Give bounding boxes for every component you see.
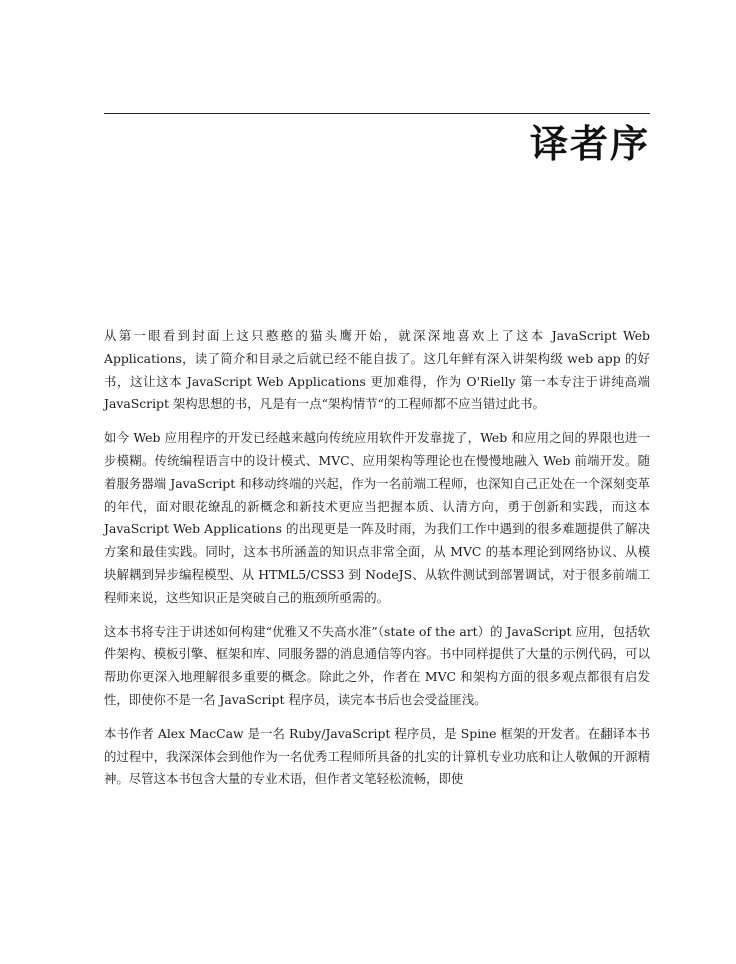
paragraph-2: 如今 Web 应用程序的开发已经越来越向传统应用软件开发靠拢了，Web 和应用之间的界限也进一步模糊。传统编程语言中的设计模式、MVC、应用架构等理论也在慢慢地融入 Web 前端开发。随着服务器端 JavaScript 和移动终端的兴起，作为一名前端工程师，也深知自己正处在一个深刻变革的年代，面对眼花缭乱的新概念和新技术更应当把握本质、认清方向，勇于创新和实践，而这本 JavaScript Web Applications 的出现更是一阵及时雨，为我们工作中遇到的很多难题提供了解决方案和最佳实践。同时，这本书所涵盖的知识点非常全面，从 MVC 的基本理论到网络协议、从模块解耦到异步编程模型、从 HTML5/CSS3 到 NodeJS、从软件测试到部署调试，对于很多前端工程师来说，这些知识正是突破自己的瓶颈所亟需的。 [104,430,650,605]
chapter-top-rule [104,113,650,114]
paragraph-4: 本书作者 Alex MacCaw 是一名 Ruby/JavaScript 程序员，是 Spine 框架的开发者。在翻译本书的过程中，我深深体会到他作为一名优秀工程师所具备的扎实的计算机专业功底和让人敬佩的开源精神。尽管这本书包含大量的专业术语，但作者文笔轻松流畅，即使 [104,725,650,787]
chapter-title: 译者序 [529,122,650,166]
body-text [104,325,650,791]
paragraph-3: 这本书将专注于讲述如何构建“优雅又不失高水准”（state of the art）的 JavaScript 应用，包括软件架构、模板引擎、框架和库、同服务器的消息通信等内容。书中同样提供了大量的示例代码，可以帮助你更深入地理解很多重要的概念。除此之外，作者在 MVC 和架构方面的很多观点都很有启发性，即使你不是一名 JavaScript 程序员，读完本书后也会受益匪浅。 [104,623,650,707]
paragraph-1: 从第一眼看到封面上这只憨憨的猫头鹰开始，就深深地喜欢上了这本 JavaScript Web Applications，读了简介和目录之后就已经不能自拔了。这几年鲜有深入讲架构级 web app 的好书，这让这本 JavaScript Web Applications 更加难得，作为 O'Rielly 第一本专注于讲纯高端 JavaScript 架构思想的书，凡是有一点“架构情节“的工程师都不应当错过此书。 [104,328,650,412]
